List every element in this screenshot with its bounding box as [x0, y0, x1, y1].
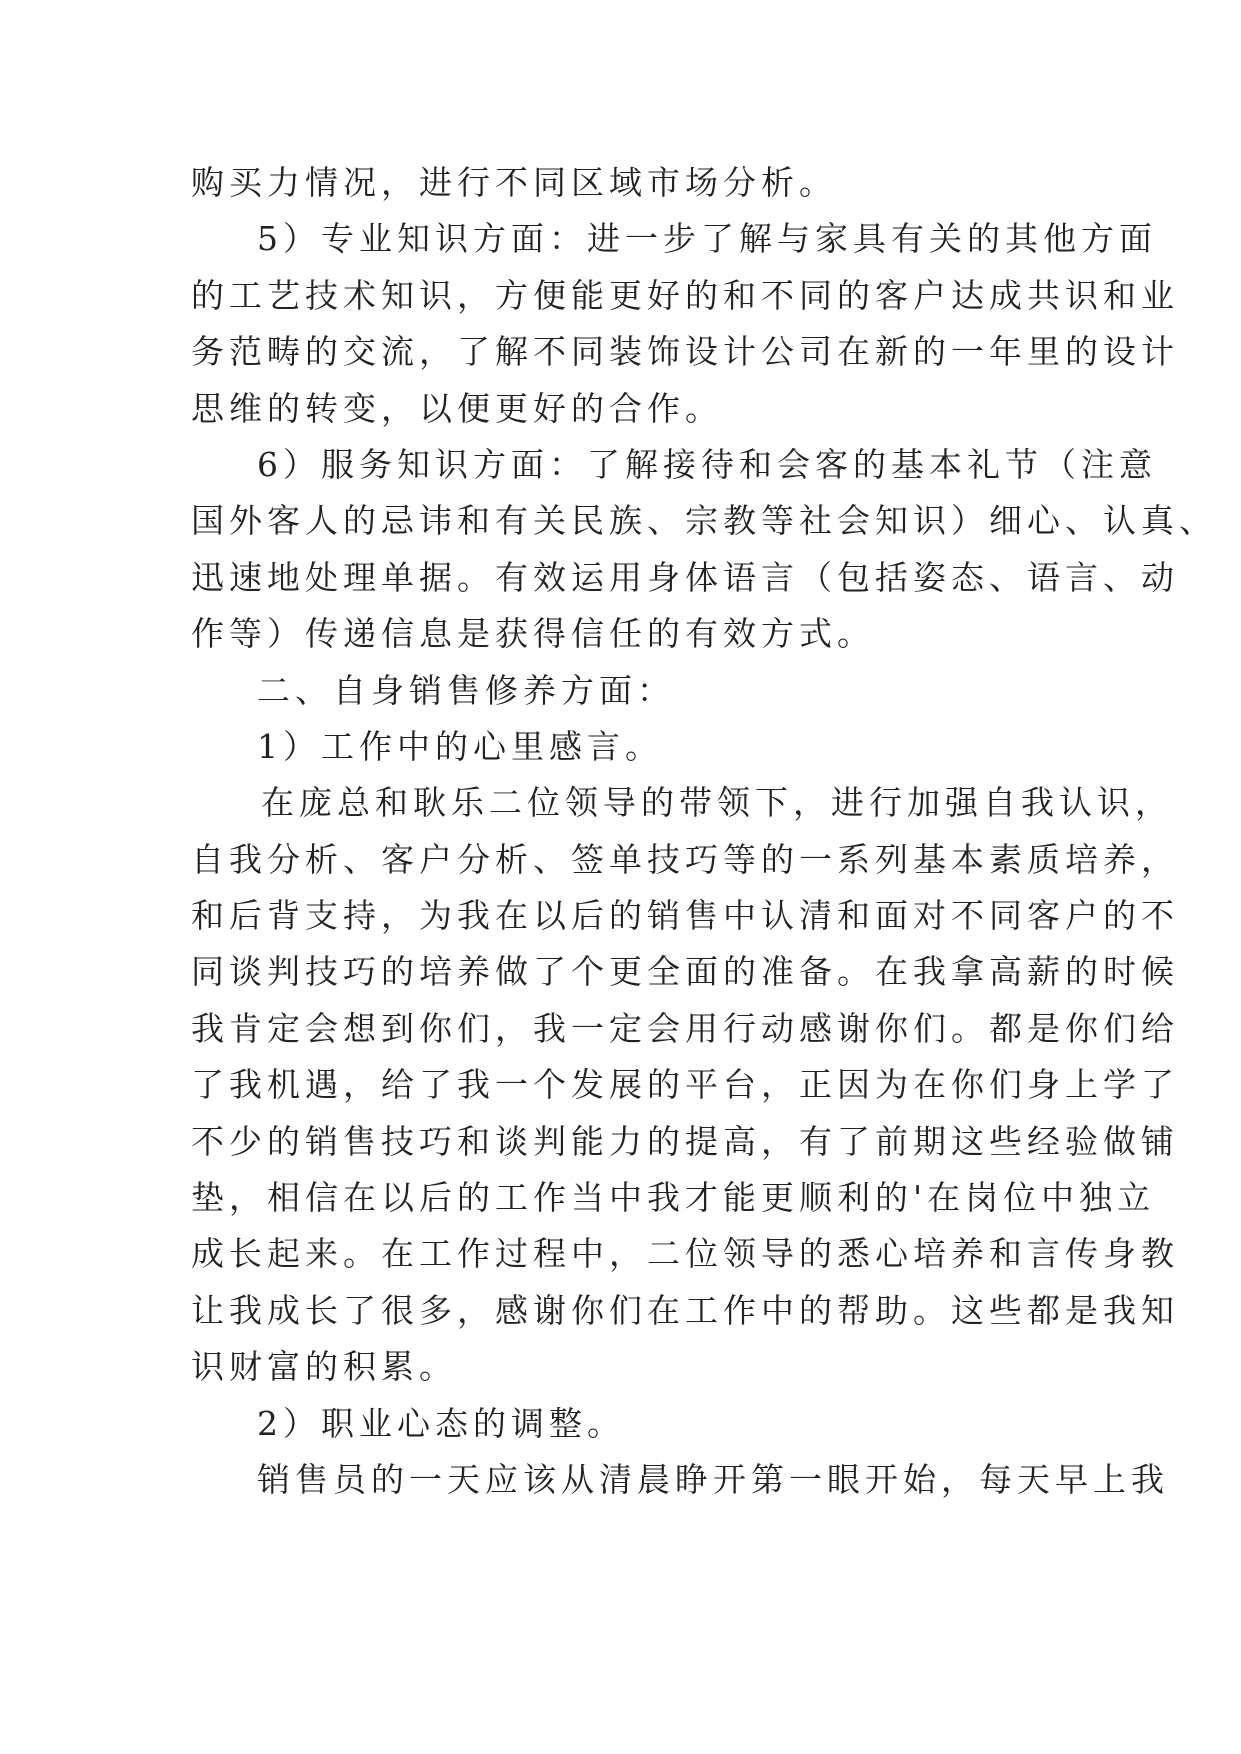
text-line: 自我分析、客户分析、签单技巧等的一系列基本素质培养，: [191, 839, 1179, 879]
text-line: 识财富的积累。: [191, 1347, 457, 1387]
document-body: [191, 155, 1217, 1508]
text-line: 同谈判技巧的培养做了个更全面的准备。在我拿高薪的时候: [191, 952, 1179, 992]
text-line: 销售员的一天应该从清晨睁开第一眼开始，每天早上我: [257, 1459, 1169, 1499]
text-line: 让我成长了很多，感谢你们在工作中的帮助。这些都是我知: [191, 1290, 1179, 1330]
text-line: 垫，相信在以后的工作当中我才能更顺利的'在岗位中独立: [191, 1178, 1156, 1218]
subsection-heading: 2）职业心态的调整。: [257, 1403, 625, 1443]
text-line: 6）服务知识方面：了解接待和会客的基本礼节（注意: [257, 444, 1157, 484]
subsection-heading: 1）工作中的心里感言。: [257, 726, 663, 766]
text-line: 在庞总和耿乐二位领导的带领下，进行加强自我认识，: [261, 783, 1173, 823]
text-line: 不少的销售技巧和谈判能力的提高，有了前期这些经验做铺: [191, 1121, 1179, 1161]
text-line: 成长起来。在工作过程中，二位领导的悉心培养和言传身教: [191, 1234, 1179, 1274]
text-line: 迅速地处理单据。有效运用身体语言（包括姿态、语言、动: [191, 557, 1179, 597]
text-line: 思维的转变，以便更好的合作。: [191, 388, 723, 428]
text-line: 的工艺技术知识，方便能更好的和不同的客户达成共识和业: [191, 275, 1179, 315]
text-line: 了我机遇，给了我一个发展的平台，正因为在你们身上学了: [191, 1065, 1179, 1105]
text-line: 务范畴的交流，了解不同装饰设计公司在新的一年里的设计: [191, 332, 1179, 372]
text-line: 5）专业知识方面：进一步了解与家具有关的其他方面: [257, 219, 1157, 259]
section-heading: 二、自身销售修养方面：: [257, 670, 675, 710]
text-line: 作等）传递信息是获得信任的有效方式。: [191, 614, 875, 654]
text-line: 国外客人的忌讳和有关民族、宗教等社会知识）细心、认真、: [191, 501, 1217, 541]
text-line: 和后背支持，为我在以后的销售中认清和面对不同客户的不: [191, 896, 1179, 936]
text-line: 购买力情况，进行不同区域市场分析。: [191, 163, 837, 202]
text-line: 我肯定会想到你们，我一定会用行动感谢你们。都是你们给: [191, 1008, 1179, 1048]
